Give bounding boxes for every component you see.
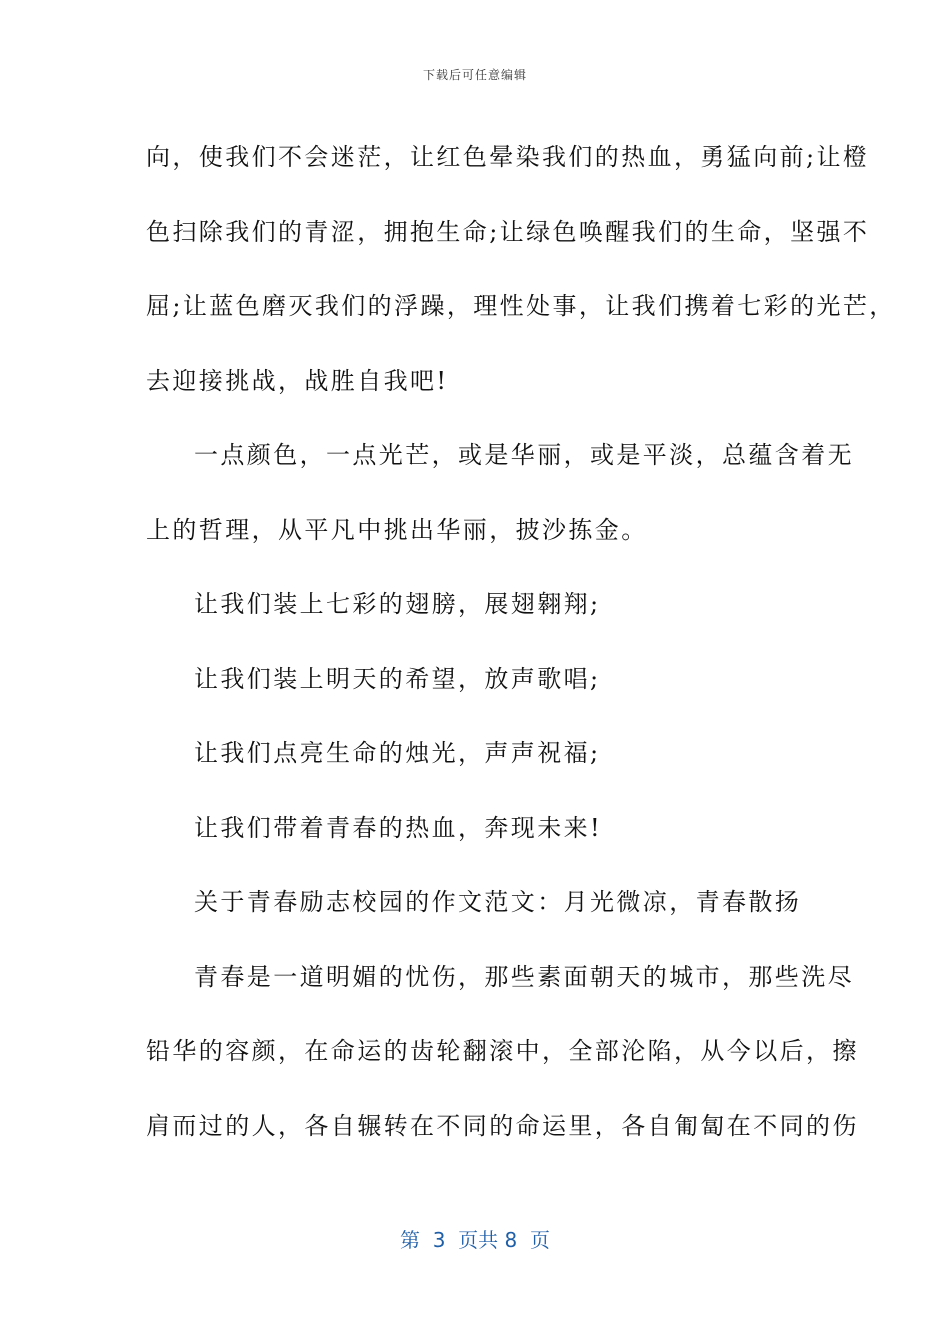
page-number-footer: 第 3 页共 8 页 (400, 1228, 550, 1252)
document-body (146, 120, 896, 1163)
text-line: 让我们带着青春的热血，奔现未来! (194, 813, 603, 842)
text-line: 让我们装上明天的希望，放声歌唱; (194, 664, 601, 693)
text-line: 色扫除我们的青涩，拥抱生命;让绿色唤醒我们的生命，坚强不 (146, 217, 870, 246)
section-heading: 关于青春励志校园的作文范文：月光微凉，青春散扬 (194, 888, 802, 916)
text-line: 铅华的容颜，在命运的齿轮翻滚中，全部沦陷，从今以后，擦 (146, 1037, 859, 1065)
text-line: 去迎接挑战，战胜自我吧! (146, 366, 449, 395)
text-line: 向，使我们不会迷茫，让红色晕染我们的热血，勇猛向前;让橙 (146, 143, 870, 171)
text-line: 肩而过的人，各自辗转在不同的命运里，各自匍匐在不同的伤 (146, 1111, 859, 1140)
text-line: 让我们装上七彩的翅膀，展翅翱翔; (194, 590, 601, 618)
text-line: 屈;让蓝色磨灭我们的浮躁，理性处事，让我们携着七彩的光芒， (146, 292, 896, 320)
text-line: 一点颜色，一点光芒，或是华丽，或是平淡，总蕴含着无 (194, 441, 854, 469)
text-line: 青春是一道明媚的忧伤，那些素面朝天的城市，那些洗尽 (194, 962, 854, 991)
text-line: 上的哲理，从平凡中挑出华丽，披沙拣金。 (146, 515, 648, 544)
page-header: 下载后可任意编辑 (422, 68, 527, 82)
text-line: 让我们点亮生命的烛光，声声祝福; (194, 739, 601, 767)
